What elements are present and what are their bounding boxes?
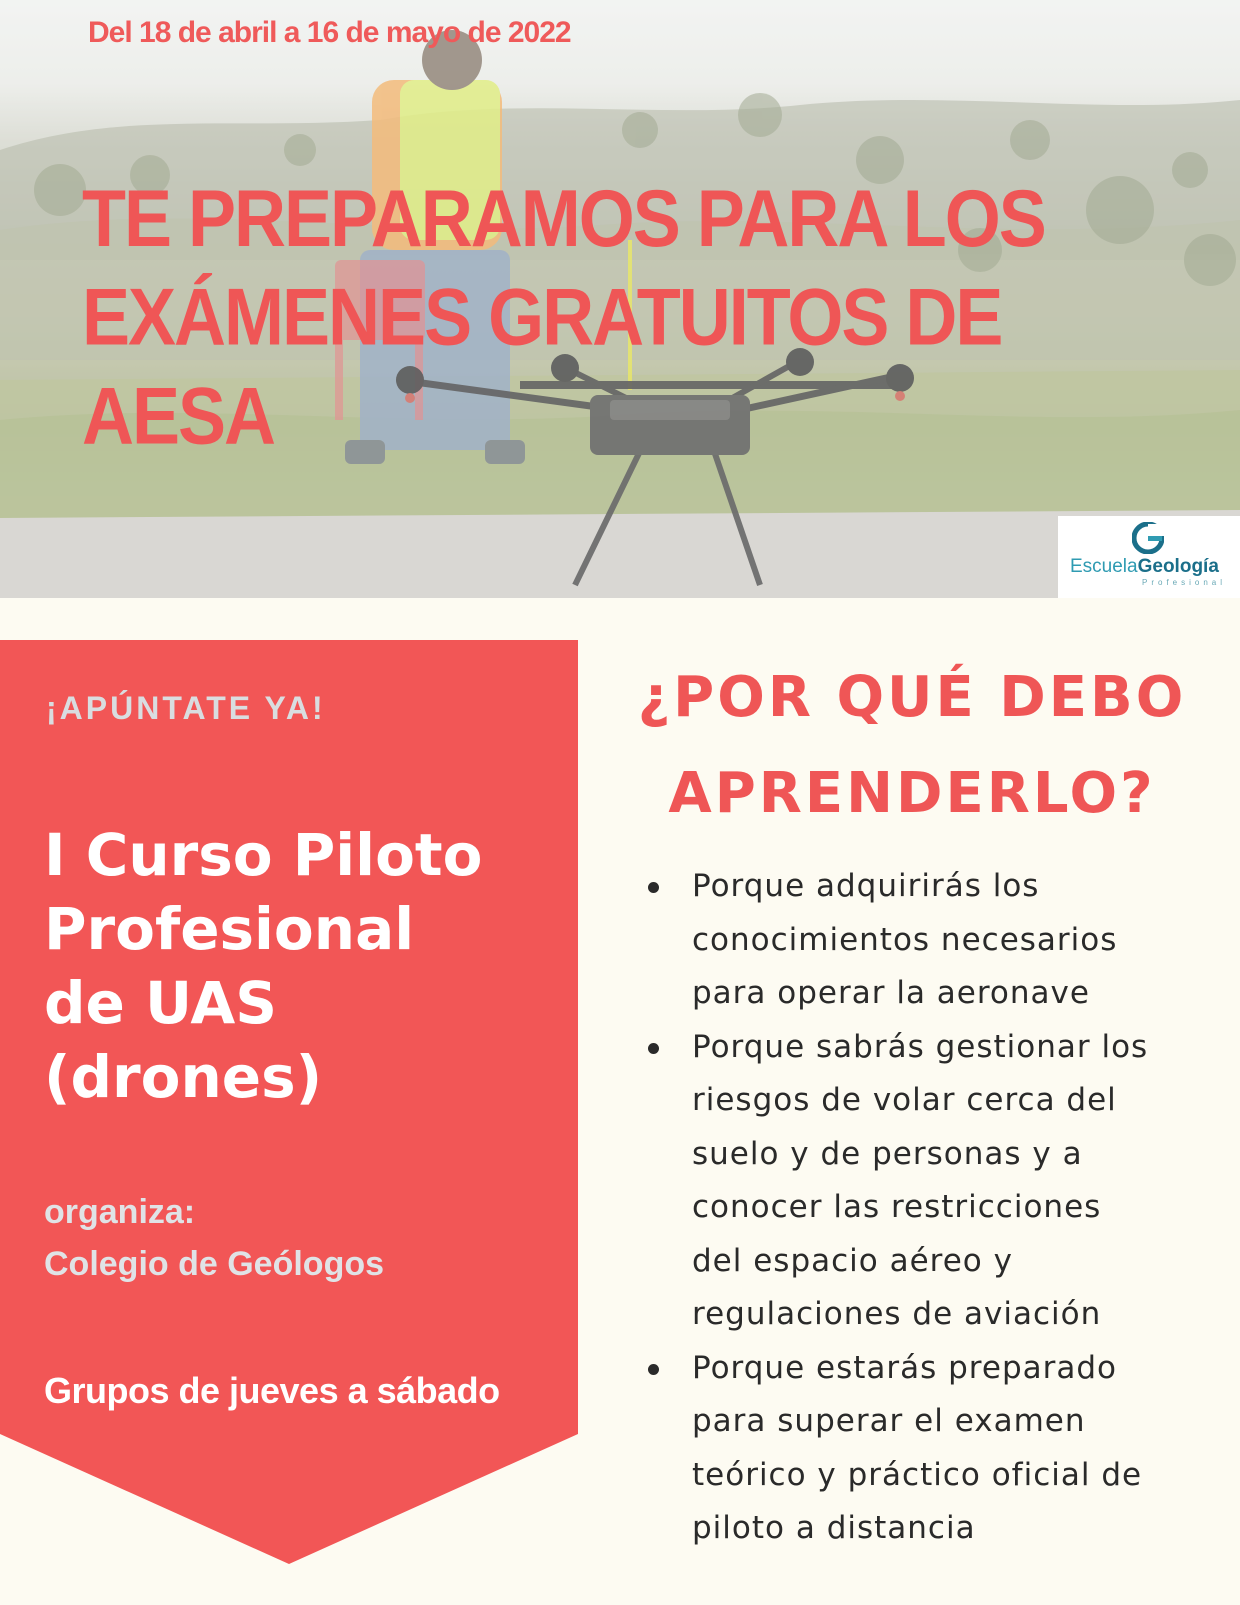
logo-subtitle: Profesional <box>1142 578 1227 587</box>
list-item <box>640 1342 1220 1556</box>
reason-line: para operar la aeronave <box>692 975 1090 1011</box>
reason-line: conocimientos necesarios <box>692 921 1118 958</box>
reasons-list <box>640 860 1220 1556</box>
reason-line: Porque adquirirás los <box>692 868 1040 904</box>
bullet-icon <box>648 1043 659 1054</box>
schedule-groups: Grupos de jueves a sábado <box>44 1370 500 1411</box>
hero-title-line-2: EXÁMENES GRATUITOS DE AESA <box>82 273 1002 462</box>
hero-title-line-1: TE PREPARAMOS PARA LOS <box>82 174 1045 265</box>
list-item <box>640 860 1220 1021</box>
why-title-line-2: APRENDERLO? <box>668 761 1156 826</box>
logo-wordmark <box>1070 556 1219 578</box>
why-title-line-1: ¿POR QUÉ DEBO <box>637 665 1187 730</box>
reason-line: Porque estarás preparado <box>692 1349 1118 1386</box>
reason-line: teórico y práctico oficial de <box>692 1456 1143 1493</box>
reason-line: suelo y de personas y a <box>692 1135 1083 1172</box>
bullet-icon <box>648 1364 659 1375</box>
bullet-icon <box>648 882 659 893</box>
organizer-label: organiza: <box>44 1193 196 1231</box>
hero-photo <box>0 0 1240 598</box>
course-title-line: de UAS <box>44 969 278 1037</box>
course-title-line: Profesional <box>44 895 415 963</box>
reason-line: conocer las restricciones <box>692 1189 1102 1225</box>
reason-line: regulaciones de aviación <box>692 1296 1102 1332</box>
reason-line: riesgos de volar cerca del <box>692 1082 1117 1118</box>
escuela-geologia-logo <box>1058 516 1240 598</box>
cta-apuntate: ¡APÚNTATE YA! <box>46 690 326 726</box>
organizer-name: Colegio de Geólogos <box>44 1245 385 1283</box>
course-title-line: I Curso Piloto <box>44 821 483 889</box>
organizer-block <box>44 1186 384 1290</box>
reason-line: del espacio aéreo y <box>692 1242 1013 1279</box>
geology-logo-icon <box>1132 522 1164 554</box>
hero-title <box>82 170 1182 466</box>
reason-line: Porque sabrás gestionar los <box>692 1028 1149 1065</box>
why-title <box>612 650 1212 842</box>
logo-part-geologia: Geología <box>1137 556 1219 577</box>
reason-line: piloto a distancia <box>692 1510 976 1546</box>
reason-line: para superar el examen <box>692 1403 1086 1439</box>
date-range: Del 18 de abril a 16 de mayo de 2022 <box>88 16 571 49</box>
course-title <box>44 818 564 1114</box>
course-title-line: (drones) <box>44 1043 323 1111</box>
logo-part-escuela: Escuela <box>1070 556 1138 577</box>
list-item <box>640 1021 1220 1342</box>
